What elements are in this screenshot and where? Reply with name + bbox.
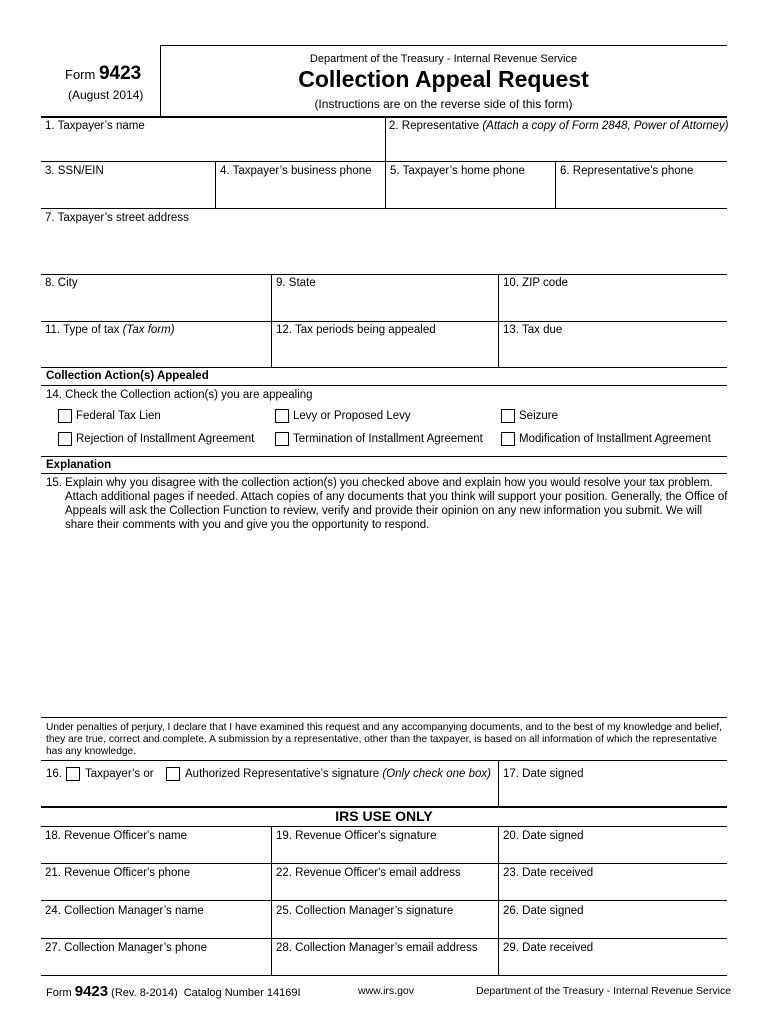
rule (41, 385, 727, 386)
collection-manager-email-label: 28. Collection Manager’s email address (276, 942, 478, 954)
footer-url: www.irs.gov (358, 985, 415, 997)
header-top-rule (160, 45, 727, 46)
explanation-line-4: share their comments with you and give you the opportunity to respond. (65, 519, 430, 531)
declaration-line-1: Under penalties of perjury, I declare that I have examined this request and any accompanying documents, and to the best of my knowledge and belief, (46, 722, 722, 733)
form-number: 9423 (98, 63, 142, 84)
date-signed-field[interactable] (498, 760, 727, 806)
revenue-officer-signature-label: 19. Revenue Officer's signature (276, 830, 437, 842)
officer-date-received-label: 23. Date received (503, 867, 594, 879)
collection-manager-signature-label: 25. Collection Manager’s signature (276, 905, 454, 917)
instructions-note: (Instructions are on the reverse side of this form) (314, 97, 573, 111)
representative-phone-label: 6. Representative’s phone (560, 165, 694, 177)
date-signed-label: 17. Date signed (503, 768, 584, 780)
authorized-representative-label: Authorized Representative’s signature (Only check one box) (185, 768, 491, 780)
seizure-label: Seizure (519, 410, 558, 422)
form-label: Form 9423 (65, 63, 142, 84)
collection-manager-name-label: 24. Collection Manager’s name (45, 905, 204, 917)
footer-agency: Department of the Treasury - Internal Revenue Service (476, 985, 732, 997)
tax-type-label: 11. Type of tax (Tax form) (45, 324, 175, 336)
tax-due-label: 13. Tax due (503, 324, 563, 336)
home-phone-label: 5. Taxpayer’s home phone (390, 165, 525, 177)
officer-date-signed-label: 20. Date signed (503, 830, 584, 842)
signature-field[interactable] (41, 784, 498, 806)
irs-use-heading: IRS USE ONLY (335, 808, 433, 824)
modification-installment-checkbox[interactable] (501, 432, 515, 446)
agency-line: Department of the Treasury - Internal Revenue Service (309, 53, 578, 65)
rule (41, 975, 727, 976)
explanation-heading: Explanation (46, 459, 112, 471)
ssn-ein-label: 3. SSN/EIN (45, 165, 104, 177)
form-date: (August 2014) (68, 88, 144, 102)
rule (41, 717, 727, 718)
revenue-officer-email-label: 22. Revenue Officer's email address (276, 867, 461, 879)
levy-checkbox[interactable] (275, 409, 289, 423)
declaration-line-3: has any knowledge. (46, 746, 137, 757)
state-label: 9. State (276, 277, 316, 289)
street-address-label: 7. Taxpayer’s street address (45, 212, 189, 224)
levy-label: Levy or Proposed Levy (293, 410, 411, 422)
manager-date-received-label: 29. Date received (503, 942, 594, 954)
taxpayer-checkbox[interactable] (66, 767, 80, 781)
declaration-line-2: they are true, correct and complete. A submission by a representative, other than the taxpayer, is based on all information of which the representative (46, 734, 718, 745)
tax-periods-label: 12. Tax periods being appealed (276, 324, 436, 336)
footer-form-number: 9423 (74, 983, 109, 1000)
footer-form-id: Form 9423 (Rev. 8-2014) Catalog Number 14169I (46, 983, 301, 1000)
rule (41, 367, 727, 368)
authorized-representative-checkbox[interactable] (166, 767, 180, 781)
business-phone-label: 4. Taxpayer’s business phone (220, 165, 372, 177)
collection-actions-heading: Collection Action(s) Appealed (46, 370, 209, 382)
explanation-line-3: Appeals will ask the Collection Function to review, verify and provide their opinion on any new information you submit. We will (65, 505, 703, 517)
collection-actions-prompt: 14. Check the Collection action(s) you are appealing (46, 389, 313, 401)
rejection-installment-label: Rejection of Installment Agreement (76, 433, 255, 445)
rule (41, 456, 727, 457)
rejection-installment-checkbox[interactable] (58, 432, 72, 446)
page-title: Collection Appeal Request (298, 66, 589, 92)
termination-installment-checkbox[interactable] (275, 432, 289, 446)
manager-date-signed-label: 26. Date signed (503, 905, 584, 917)
federal-tax-lien-label: Federal Tax Lien (76, 410, 161, 422)
explanation-line-1: 15. Explain why you disagree with the collection action(s) you checked above and explain how you would resolve your tax problem. (46, 477, 713, 489)
taxpayer-name-label: 1. Taxpayer’s name (45, 120, 145, 132)
revenue-officer-phone-label: 21. Revenue Officer's phone (45, 867, 191, 879)
zip-code-label: 10. ZIP code (503, 277, 568, 289)
collection-manager-phone-label: 27. Collection Manager’s phone (45, 942, 207, 954)
taxpayer-label: Taxpayer’s or (85, 768, 154, 780)
signature-number: 16. (46, 768, 62, 780)
modification-installment-label: Modification of Installment Agreement (519, 433, 711, 445)
explanation-line-2: Attach additional pages if needed. Attach copies of any documents that you think will support your position. Generally, the Office of (65, 491, 728, 503)
rule (41, 473, 727, 474)
federal-tax-lien-checkbox[interactable] (58, 409, 72, 423)
seizure-checkbox[interactable] (501, 409, 515, 423)
representative-label: 2. Representative (Attach a copy of Form 2848, Power of Attorney) (389, 120, 729, 132)
explanation-text-area[interactable] (41, 535, 727, 715)
termination-installment-label: Termination of Installment Agreement (293, 433, 483, 445)
revenue-officer-name-label: 18. Revenue Officer's name (45, 830, 187, 842)
city-label: 8. City (45, 277, 78, 289)
